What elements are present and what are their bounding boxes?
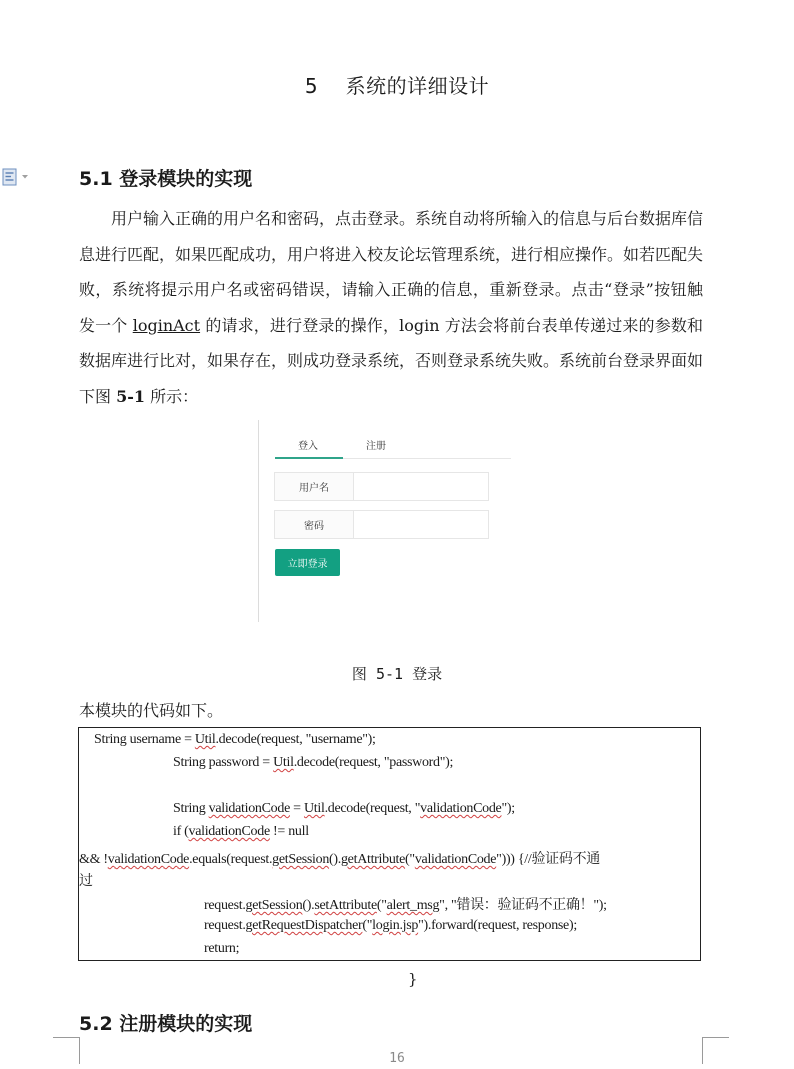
username-label: 用户名 [275, 473, 354, 500]
code-line: && !validationCode.equals(request.getSession().getAttribute("validationCode"))) {//验证码不通 [79, 852, 600, 867]
login-form-figure [258, 420, 516, 625]
paragraph-text-2: 的请求，进行登录的操作，login 方法会将前台表单传递过来的参数和数据库进行比对，如果存在，则成功登录系统，否则登录系统失败。系统前台登录界面如下图 [79, 315, 704, 406]
section-heading-login: 5.1 登录模块的实现 [79, 168, 253, 190]
dropdown-arrow-icon [21, 174, 29, 180]
chapter-title-text: 系统的详细设计 [345, 74, 490, 98]
paragraph-text-1: 用户输入正确的用户名和密码，点击登录。系统自动将所输入的信息与后台数据库信息进行匹配，如果匹配成功，用户将进入校友论坛管理系统，进行相应操作。如若匹配失败，系统将提示用户名或密码错误，请输入正确的信息，重新登录。点击“登录”按钮触发一个 [79, 209, 704, 335]
code-line: String username = Util.decode(request, "username"); [94, 732, 376, 747]
tab-login[interactable]: 登入 [298, 441, 318, 452]
password-field[interactable] [274, 510, 489, 539]
code-line: 过 [79, 874, 93, 889]
chapter-number: 5 [304, 74, 319, 98]
tab-active-indicator [275, 457, 343, 459]
code-line: String password = Util.decode(request, "password"); [173, 755, 454, 770]
code-line: request.getSession().setAttribute("alert_msg", "错误：验证码不正确！"); [204, 898, 607, 913]
code-line: request.getRequestDispatcher("login.jsp").forward(request, response); [204, 918, 577, 933]
password-label: 密码 [275, 511, 354, 538]
tab-register[interactable]: 注册 [366, 441, 386, 452]
username-field[interactable] [274, 472, 489, 501]
page-number: 16 [389, 1051, 405, 1066]
figure-reference: 5-1 [116, 386, 146, 406]
code-line: return; [204, 941, 240, 956]
code-closing-brace: } [408, 970, 418, 988]
navigation-marker[interactable] [2, 166, 38, 188]
code-line: if (validationCode != null [173, 824, 309, 839]
login-submit-button[interactable]: 立即登录 [275, 549, 340, 576]
login-action-name: loginAct [132, 315, 201, 335]
body-paragraph [79, 201, 703, 415]
section-heading-register: 5.2 注册模块的实现 [79, 1013, 253, 1035]
code-line: String validationCode = Util.decode(request, "validationCode"); [173, 801, 515, 816]
code-intro-text: 本模块的代码如下。 [79, 701, 224, 720]
code-block [78, 727, 701, 961]
document-outline-icon [2, 168, 18, 186]
chapter-title [0, 70, 794, 99]
paragraph-text-3: 所示： [150, 386, 199, 406]
figure-left-border [258, 420, 259, 622]
figure-caption: 图 5-1 登录 [351, 665, 443, 683]
